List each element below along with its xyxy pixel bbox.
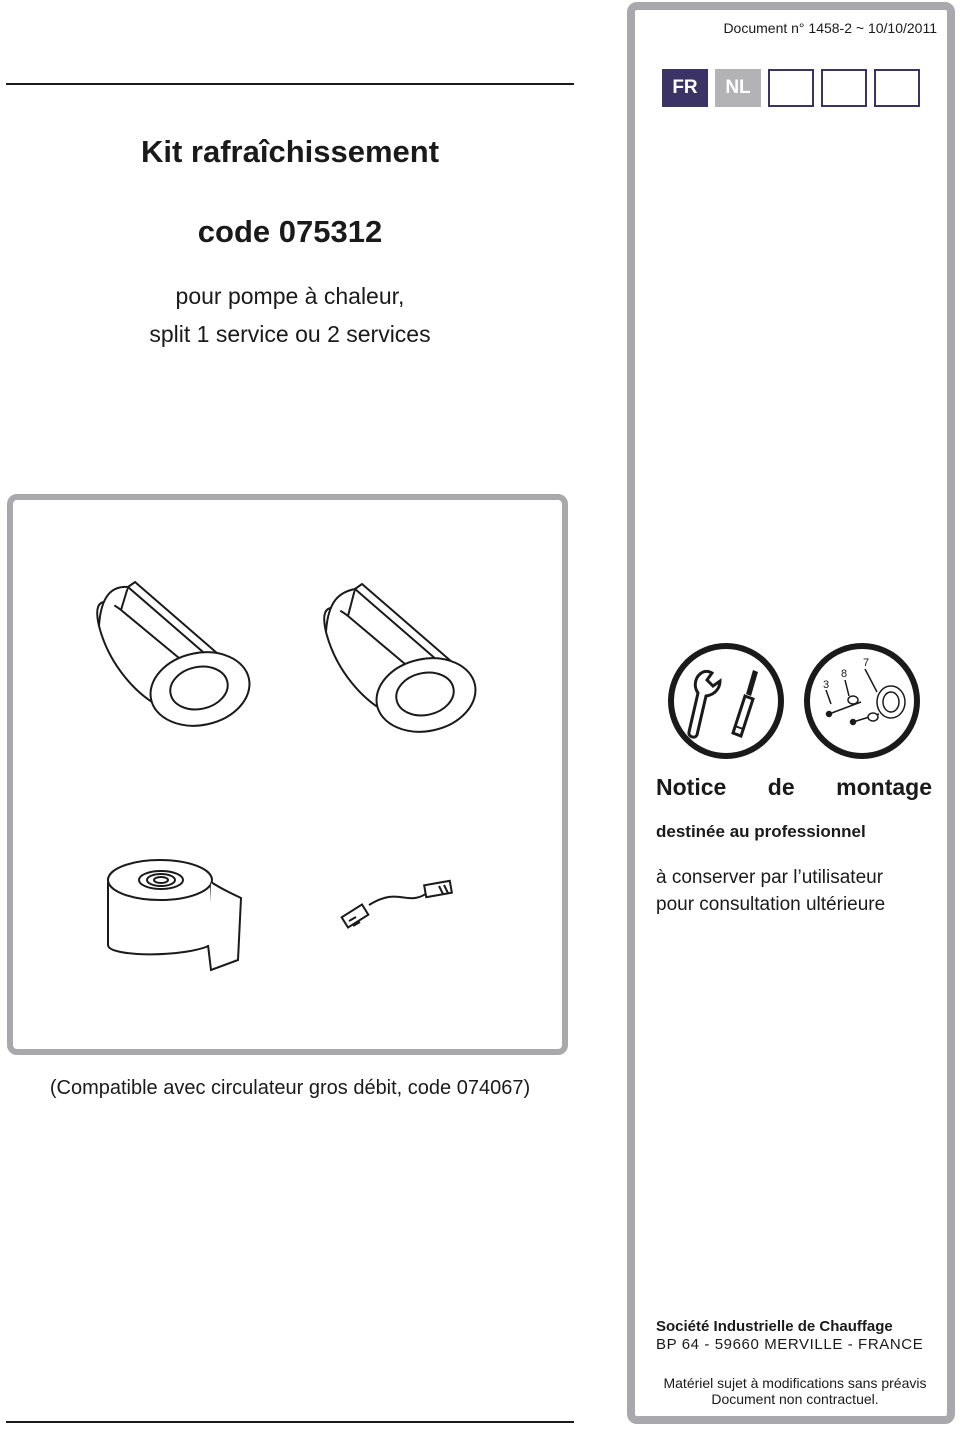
info-panel [627, 2, 955, 1424]
compatibility-caption: (Compatible avec circulateur gros débit, code 074067) [49, 1077, 531, 1099]
keep-line-2: pour consultation ultérieure [656, 894, 886, 915]
language-selector [662, 69, 920, 107]
disclaimer-line-2: Document non contractuel. [711, 1391, 879, 1407]
keep-instructions [656, 864, 885, 918]
audience-line: destinée au professionnel [656, 822, 866, 841]
subtitle-line-1: pour pompe à chaleur, [175, 283, 405, 309]
adhesive-tape-roll [108, 860, 241, 970]
disclaimer-line-1: Matériel sujet à modifications sans préavis [663, 1375, 927, 1391]
language-tab-empty [874, 69, 920, 107]
language-tab-fr[interactable]: FR [662, 69, 708, 107]
wrench-screwdriver-icon [665, 640, 787, 762]
notice-word: de [767, 774, 795, 800]
motor-assembly-icon [801, 640, 923, 762]
language-tab-nl[interactable]: NL [715, 69, 761, 107]
assembly-label-7: 7 [863, 657, 870, 669]
notice-word: montage [836, 774, 932, 800]
notice-heading [656, 774, 932, 801]
keep-line-1: à conserver par l’utilisateur [656, 867, 884, 888]
document-number: Document n° 1458-2 ~ 10/10/2011 [723, 20, 937, 36]
company-address: BP 64 - 59660 MERVILLE - FRANCE [656, 1336, 924, 1353]
top-rule [6, 83, 574, 85]
insulation-tube-2 [324, 584, 482, 741]
notice-word: Notice [656, 774, 727, 800]
sensor-cable [342, 881, 452, 928]
kit-contents-illustration [7, 494, 568, 1055]
company-name: Société Industrielle de Chauffage [656, 1318, 893, 1335]
language-tab-empty [768, 69, 814, 107]
subtitle-line-2: split 1 service ou 2 services [149, 321, 431, 347]
language-tab-empty [821, 69, 867, 107]
document-title: Kit rafraîchissement [140, 134, 440, 169]
assembly-label-3: 3 [823, 679, 830, 691]
kit-contents-drawing [13, 500, 562, 1049]
assembly-label-8: 8 [841, 668, 848, 680]
bottom-rule [6, 1421, 574, 1423]
product-code: code 075312 [197, 214, 383, 249]
insulation-tube-1 [97, 582, 256, 735]
